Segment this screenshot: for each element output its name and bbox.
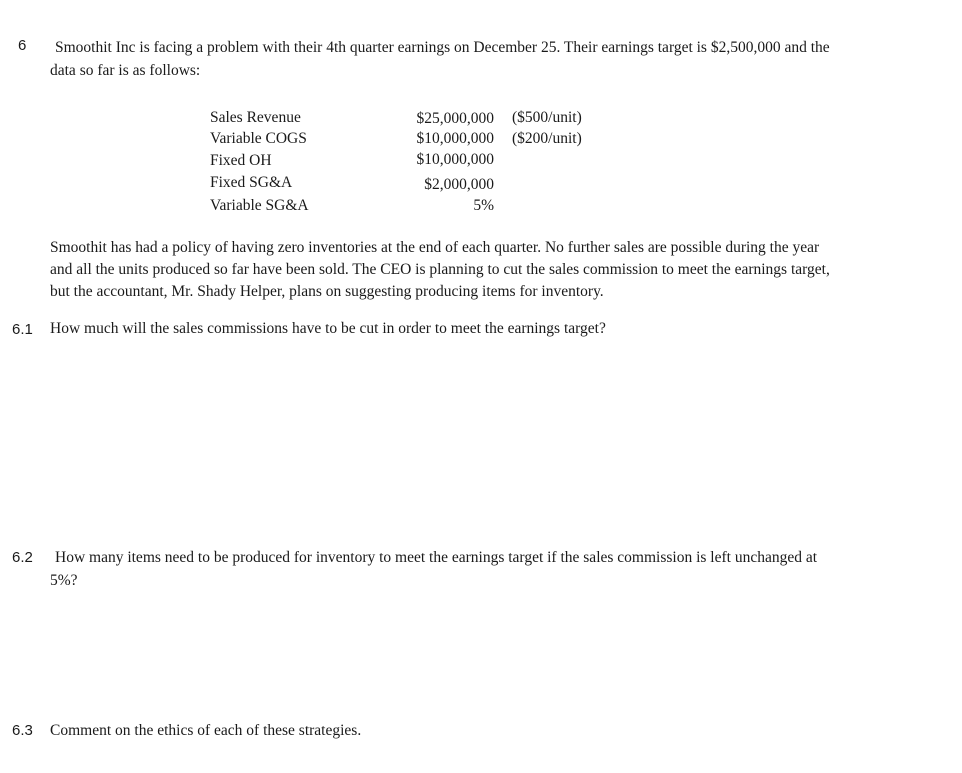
subquestion-number: 6.3 <box>12 722 33 739</box>
subquestion-text: Comment on the ethics of each of these strategies. <box>50 722 362 739</box>
subquestion-text-line-2: 5%? <box>50 572 78 589</box>
row-label: Variable SG&A <box>210 197 309 214</box>
row-label: Sales Revenue <box>210 109 301 126</box>
subquestion-number: 6.1 <box>12 321 33 338</box>
context-line-3: but the accountant, Mr. Shady Helper, plans on suggesting producing items for inventory. <box>50 283 604 300</box>
row-value: $25,000,000 <box>416 110 494 127</box>
subquestion-number: 6.2 <box>12 549 33 566</box>
question-number: 6 <box>18 37 27 54</box>
row-value: $10,000,000 <box>416 151 494 168</box>
subquestion-text-line-1: How many items need to be produced for inventory to meet the earnings target if the sales commission is left unchanged at <box>55 549 818 566</box>
row-label: Fixed SG&A <box>210 174 293 191</box>
question-intro-line-2: data so far is as follows: <box>50 62 201 79</box>
row-label: Variable COGS <box>210 130 307 147</box>
row-value: 5% <box>473 197 494 214</box>
row-value: $2,000,000 <box>424 176 494 193</box>
row-value: $10,000,000 <box>416 130 494 147</box>
question-intro-line-1: Smoothit Inc is facing a problem with their 4th quarter earnings on December 25. Their earnings target is $2,500,000 and the <box>55 39 830 56</box>
row-note: ($500/unit) <box>512 109 582 126</box>
subquestion-text: How much will the sales commissions have to be cut in order to meet the earnings target? <box>50 320 606 337</box>
row-note: ($200/unit) <box>512 130 582 147</box>
row-label: Fixed OH <box>210 152 272 169</box>
context-line-2: and all the units produced so far have been sold. The CEO is planning to cut the sales commission to meet the earnings target, <box>50 261 830 278</box>
context-line-1: Smoothit has had a policy of having zero inventories at the end of each quarter. No further sales are possible during the year <box>50 239 820 256</box>
